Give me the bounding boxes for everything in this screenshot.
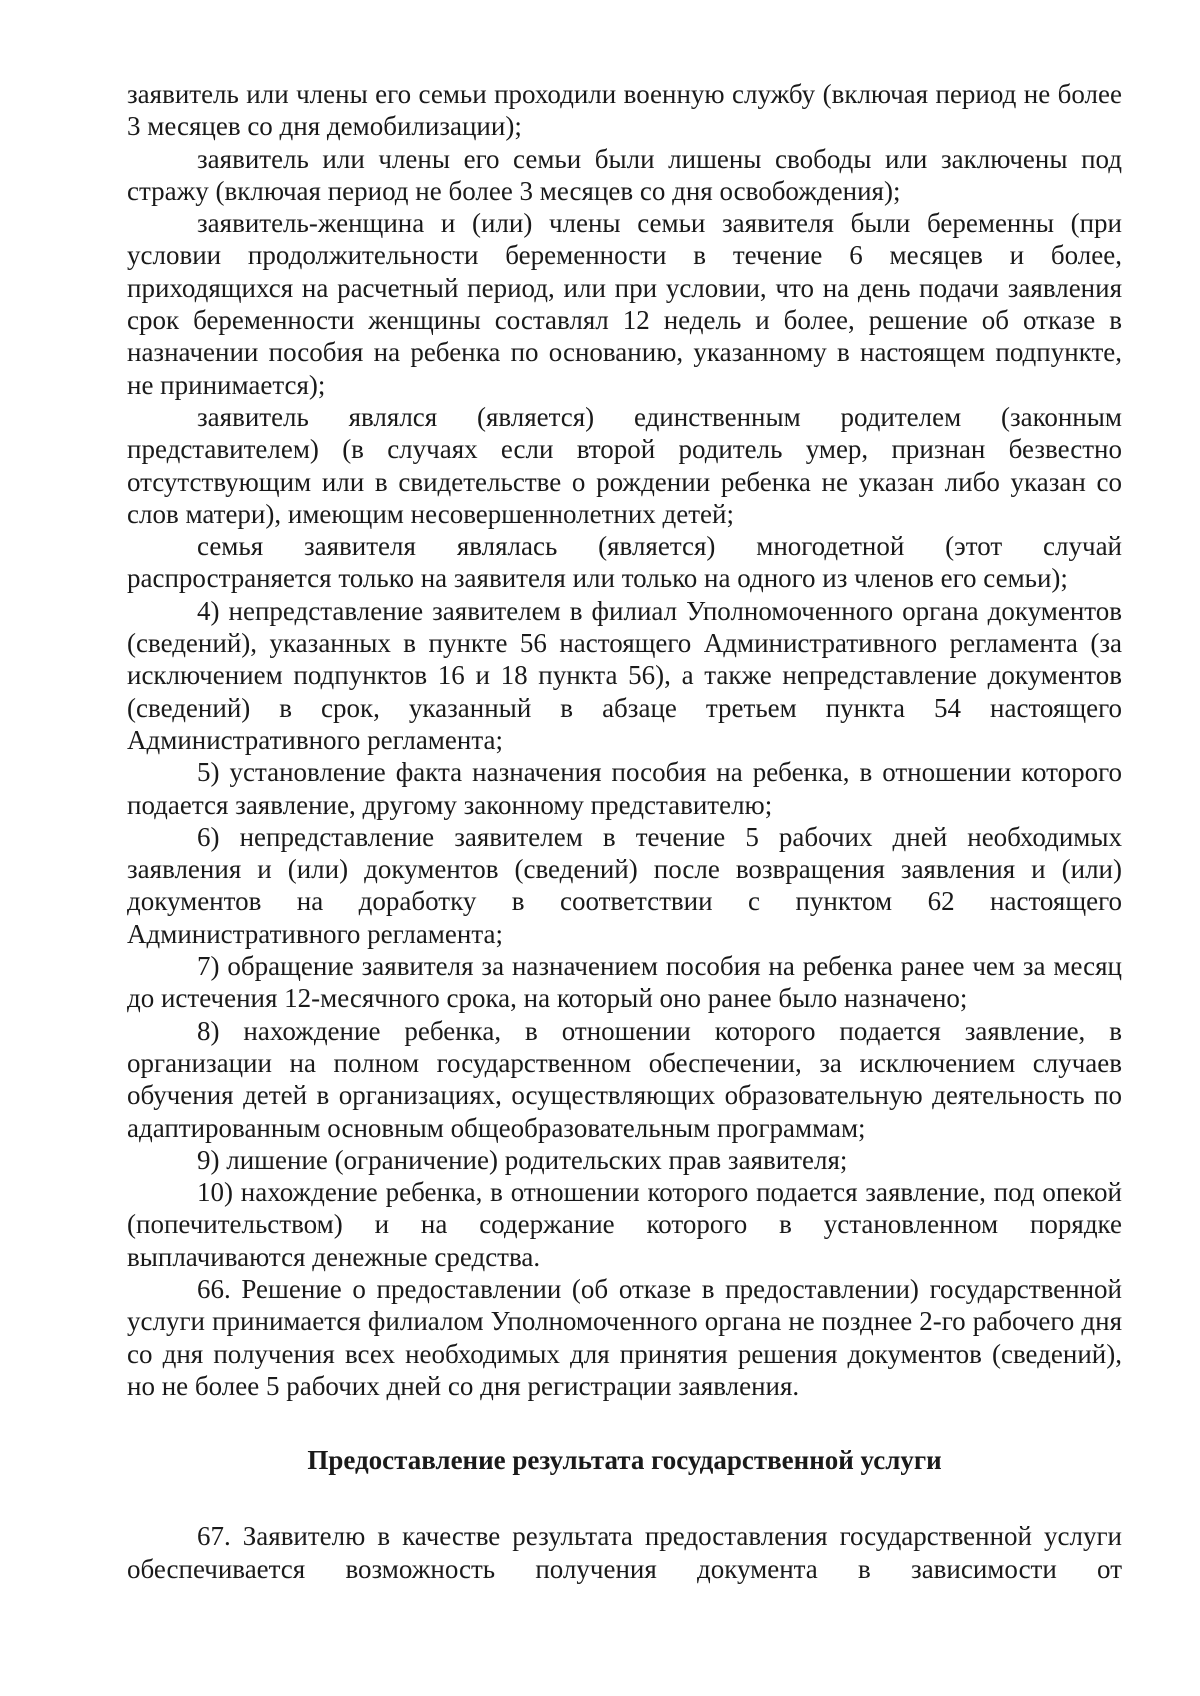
paragraph-large-family: семья заявителя являлась (является) многодетной (этот случай распространяется только на заявителя или только на одного из членов его семьи); bbox=[127, 531, 1122, 594]
paragraph-item-6: 6) непредставление заявителем в течение 5 рабочих дней необходимых заявления и (или) документов (сведений) после возвращения заявления и (или) документов на доработку в соответствии с пунктом 62 настоящего Административного регламента; bbox=[127, 821, 1122, 949]
document-page bbox=[127, 78, 1122, 1585]
paragraph-item-8: 8) нахождение ребенка, в отношении которого подается заявление, в организации на полном государственном обеспечении, за исключением случаев обучения детей в организациях, осуществляющих образовательную деятельность по адаптированным основным общеобразовательным программам; bbox=[127, 1015, 1122, 1143]
paragraph-pregnancy: заявитель-женщина и (или) члены семьи заявителя были беременны (при условии продолжительности беременности в течение 6 месяцев и более, приходящихся на расчетный период, или при условии, что на день подачи заявления срок беременности женщины составлял 12 недель и более, решение об отказе в назначении пособия на ребенка по основанию, указанному в настоящем подпункте, не принимается); bbox=[127, 208, 1122, 400]
paragraph-deprivation-of-liberty: заявитель или члены его семьи были лишены свободы или заключены под стражу (включая период не более 3 месяцев со дня освобождения); bbox=[127, 143, 1122, 206]
paragraph-item-10: 10) нахождение ребенка, в отношении которого подается заявление, под опекой (попечительством) и на содержание которого в установленном порядке выплачиваются денежные средства. bbox=[127, 1177, 1122, 1272]
paragraph-military-service: заявитель или члены его семьи проходили военную службу (включая период не более 3 месяцев со дня демобилизации); bbox=[127, 79, 1122, 142]
paragraph-item-5: 5) установление факта назначения пособия на ребенка, в отношении которого подается заявление, другому законному представителю; bbox=[127, 757, 1122, 820]
paragraph-item-4: 4) непредставление заявителем в филиал Уполномоченного органа документов (сведений), указанных в пункте 56 настоящего Административного регламента (за исключением подпунктов 16 и 18 пункта 56), а также непредставление документов (сведений) в срок, указанный в абзаце третьем пункта 54 настоящего Административного регламента; bbox=[127, 595, 1122, 755]
paragraph-67: 67. Заявителю в качестве результата предоставления государственной услуги обеспечивается возможность получения документа в зависимости от bbox=[127, 1521, 1122, 1584]
paragraph-item-9: 9) лишение (ограничение) родительских прав заявителя; bbox=[197, 1144, 848, 1175]
paragraph-66: 66. Решение о предоставлении (об отказе в предоставлении) государственной услуги принимается филиалом Уполномоченного органа не позднее 2-го рабочего дня со дня получения всех необходимых для принятия решения документов (сведений), но не более 5 рабочих дней со дня регистрации заявления. bbox=[127, 1273, 1122, 1401]
section-heading: Предоставление результата государственной услуги bbox=[307, 1445, 942, 1476]
paragraph-single-parent: заявитель являлся (является) единственным родителем (законным представителем) (в случаях если второй родитель умер, признан безвестно отсутствующим или в свидетельстве о рождении ребенка не указан либо указан со слов матери), имеющим несовершеннолетних детей; bbox=[127, 401, 1122, 529]
paragraph-item-7: 7) обращение заявителя за назначением пособия на ребенка ранее чем за месяц до истечения 12-месячного срока, на который оно ранее было назначено; bbox=[127, 951, 1122, 1014]
